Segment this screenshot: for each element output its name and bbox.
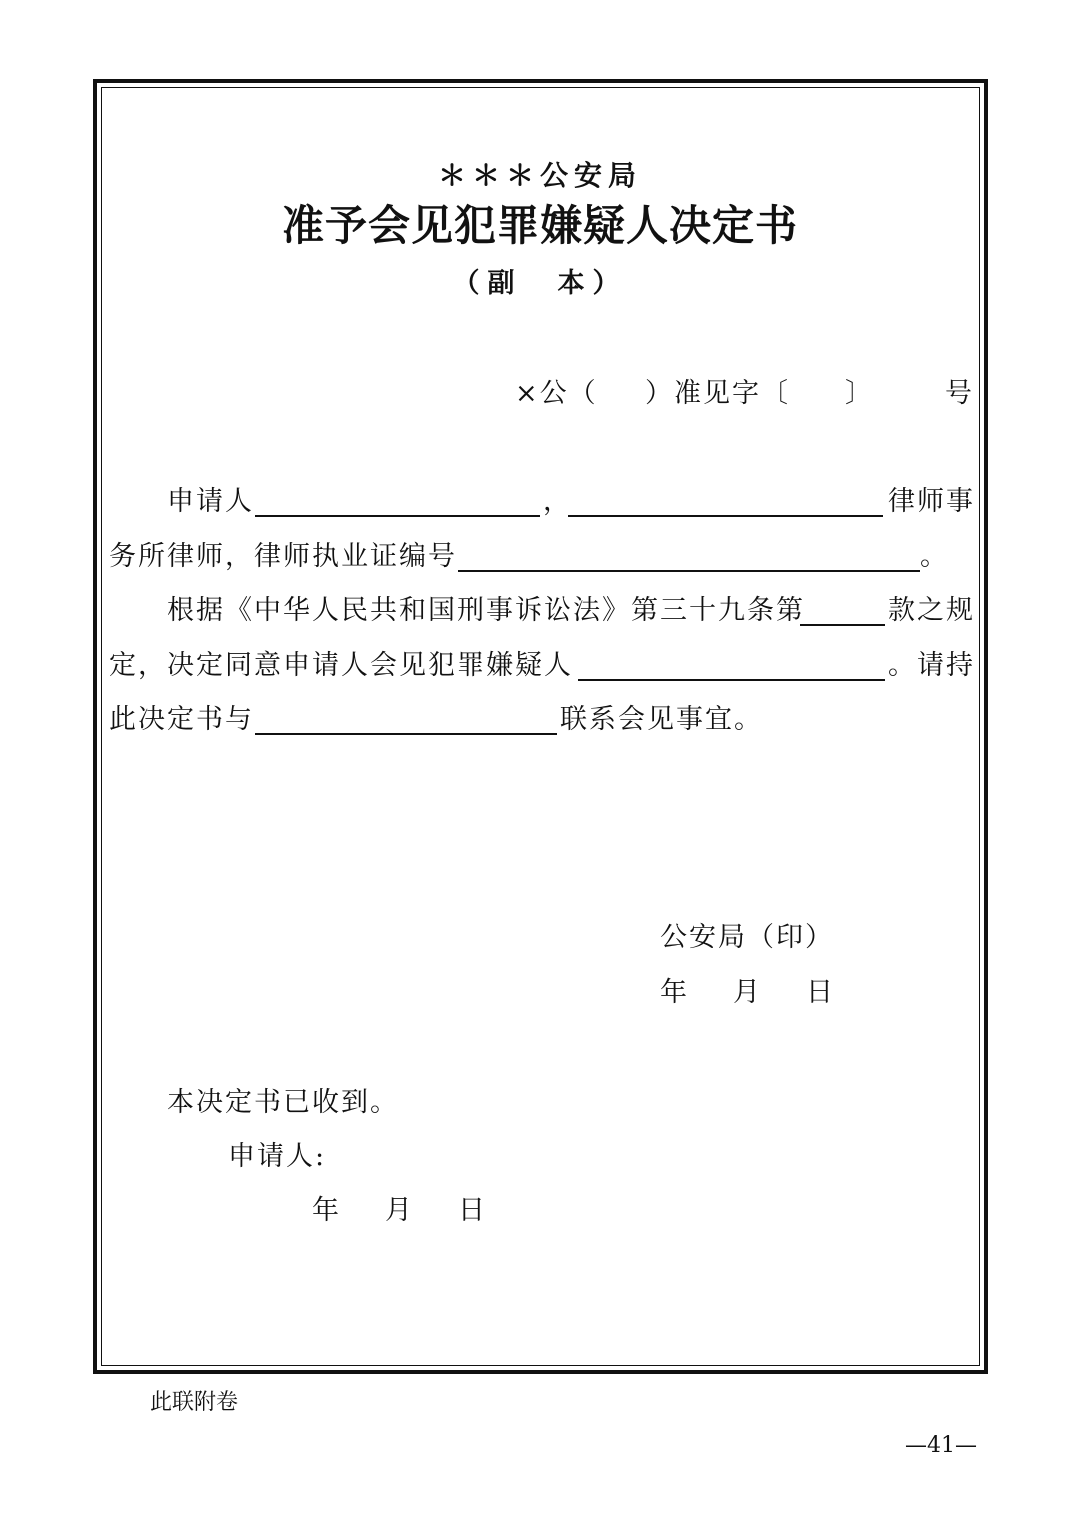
receipt-year: 年: [312, 1195, 341, 1226]
suspect-name-blank[interactable]: [578, 679, 885, 681]
comma: ，: [543, 486, 572, 517]
hold-text: 。请持: [888, 650, 975, 681]
signature-year: 年: [660, 977, 689, 1008]
contact-prefix: 此决定书与: [109, 704, 254, 735]
law-firm-blank[interactable]: [568, 515, 883, 517]
agency-name: ＊＊＊公安局: [437, 159, 642, 192]
signature-month: 月: [733, 977, 762, 1008]
firm-suffix-2: 务所律师，律师执业证编号: [109, 541, 457, 572]
receipt-day: 日: [458, 1195, 487, 1226]
contact-unit-blank[interactable]: [255, 733, 557, 735]
decision-text: 定，决定同意申请人会见犯罪嫌疑人: [109, 650, 573, 681]
receipt-month: 月: [385, 1195, 414, 1226]
doc-number-suffix: 号: [945, 378, 974, 409]
receipt-text: 本决定书已收到。: [167, 1087, 399, 1118]
basis-text: 根据《中华人民共和国刑事诉讼法》第三十九条第: [167, 595, 805, 626]
applicant-label: 申请人: [167, 486, 254, 517]
page-number: —41—: [905, 1433, 977, 1458]
clause-blank[interactable]: [800, 624, 885, 626]
period-1: 。: [920, 541, 949, 572]
clause-suffix: 款之规: [888, 595, 975, 626]
doc-number-prefix: ×公（: [515, 378, 598, 409]
footer-note: 此联附卷: [150, 1390, 239, 1415]
doc-number-close: 〕: [845, 378, 874, 409]
police-seal-label: 公安局（印）: [660, 922, 834, 953]
license-number-blank[interactable]: [458, 570, 920, 572]
document-title: 准予会见犯罪嫌疑人决定书: [281, 201, 798, 250]
receipt-applicant-label: 申请人:: [228, 1141, 327, 1172]
signature-day: 日: [806, 977, 835, 1008]
applicant-name-blank[interactable]: [255, 515, 540, 517]
doc-number-middle: ）准见字〔: [645, 378, 790, 409]
contact-suffix: 联系会见事宜。: [560, 704, 763, 735]
firm-suffix-1: 律师事: [888, 486, 975, 517]
copy-label: （副 本）: [452, 268, 628, 299]
